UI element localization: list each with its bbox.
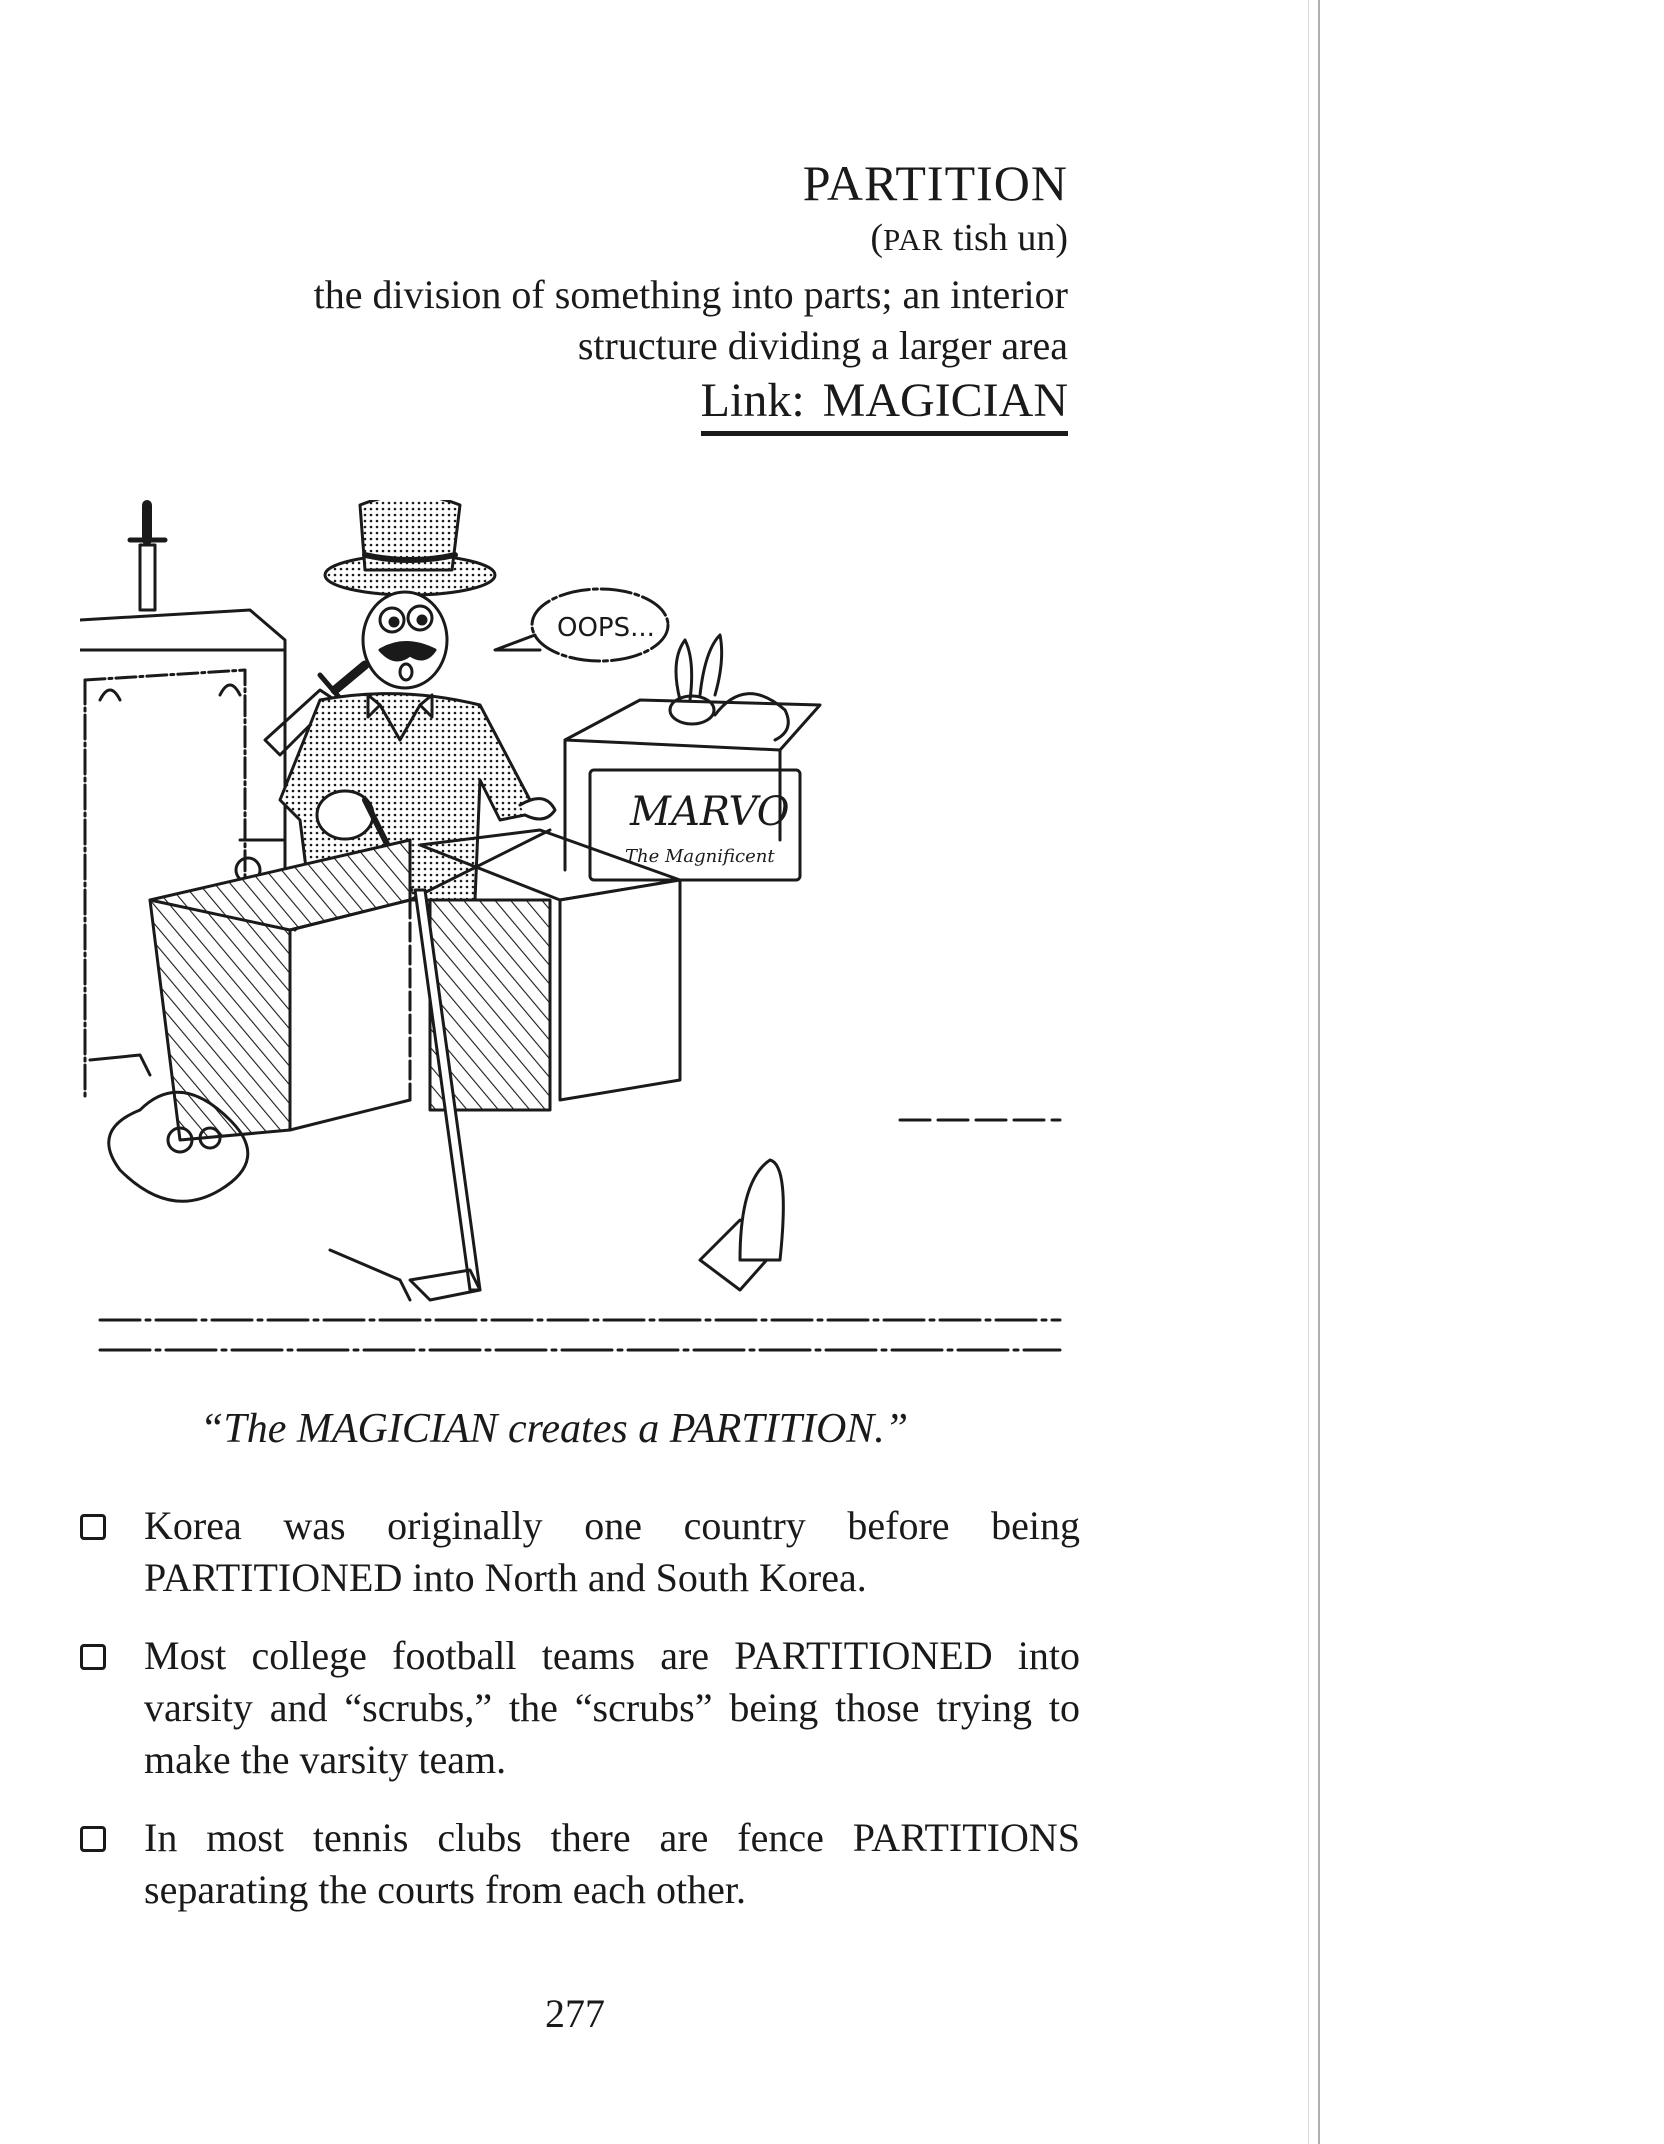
definition	[314, 269, 1068, 371]
example-text: In most tennis clubs there are fence PARTITIONS separating the courts from each other.	[144, 1815, 1080, 1912]
pronunciation-rest: tish un)	[943, 217, 1068, 259]
speech-text: OOPS...	[557, 613, 655, 643]
definition-line-2: structure dividing a larger area	[577, 323, 1068, 368]
list-item	[80, 1630, 1080, 1786]
checkbox-icon	[80, 1514, 106, 1540]
pronunciation	[314, 215, 1068, 263]
checkbox-icon	[80, 1826, 106, 1852]
headword: PARTITION	[802, 155, 1068, 211]
page-edge	[1318, 0, 1320, 2144]
link-word: MAGICIAN	[822, 374, 1068, 427]
list-item	[80, 1812, 1080, 1916]
pronunciation-stress: PAR	[882, 222, 944, 257]
example-text: Korea was originally one country before being PARTITIONED into North and South Korea.	[144, 1503, 1080, 1600]
speech-bubble	[495, 589, 668, 661]
example-list	[80, 1500, 1080, 1942]
sign-subtitle: The Magnificent	[625, 846, 775, 867]
list-item	[80, 1500, 1080, 1604]
magician	[280, 500, 555, 900]
link-row	[701, 373, 1068, 436]
checkbox-icon	[80, 1644, 106, 1670]
entry-header	[314, 155, 1068, 436]
magician-cartoon	[80, 500, 1080, 1380]
pronunciation-open: (	[870, 217, 883, 259]
floor-lines	[100, 1120, 1060, 1350]
page-number: 277	[545, 1991, 605, 2036]
sign-name: MARVO	[630, 789, 790, 835]
definition-line-1: the division of something into parts; an interior	[313, 272, 1068, 317]
page-edge-shadow	[1308, 0, 1309, 2144]
caption: “The MAGICIAN creates a PARTITION.”	[200, 1406, 909, 1452]
marvo-sign	[565, 635, 820, 880]
link-label: Link:	[700, 374, 805, 427]
example-text: Most college football teams are PARTITIONED into varsity and “scrubs,” the “scrubs” being those trying to make the varsity team.	[144, 1633, 1080, 1782]
